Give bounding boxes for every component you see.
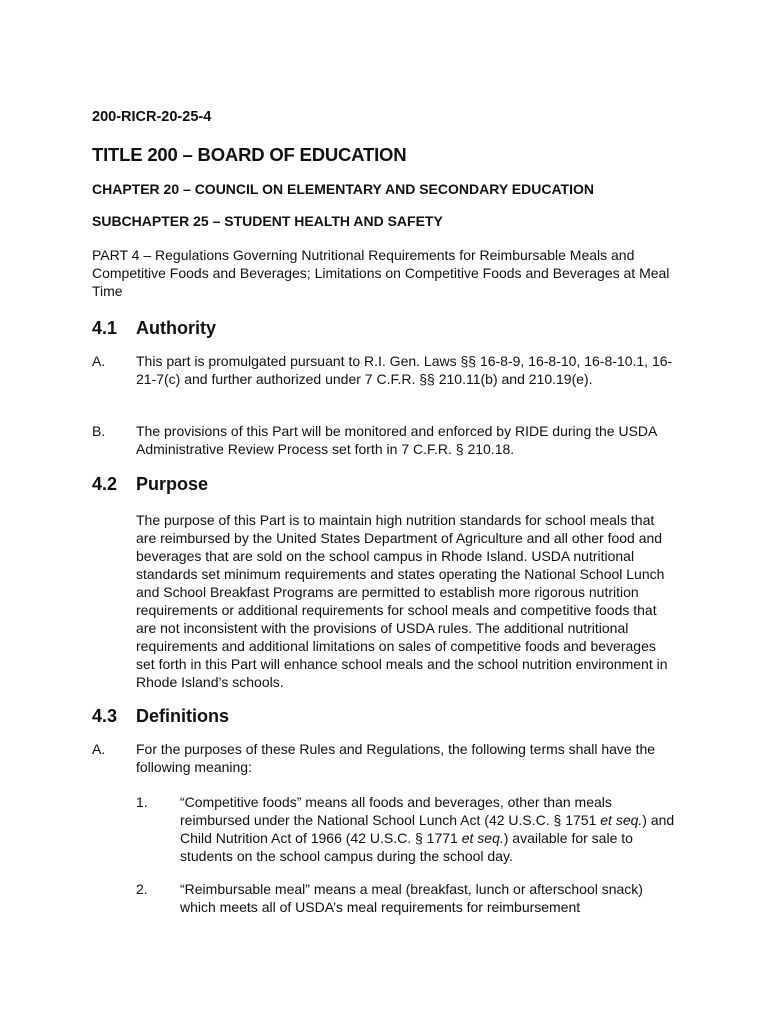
- definition-competitive-foods: [136, 793, 676, 865]
- definition-text-part: ) and Child Nutrition Act of 1966 (42 U.S.C. § 1771: [180, 812, 675, 846]
- definition-text: [180, 793, 676, 865]
- section-number: 4.3: [92, 706, 118, 726]
- section-heading-authority: [92, 318, 216, 339]
- authority-item-b: [92, 422, 676, 458]
- section-heading-definitions: [92, 706, 229, 727]
- section-title: Purpose: [136, 474, 209, 494]
- section-title: Authority: [136, 318, 216, 338]
- definition-number: 1.: [136, 794, 148, 810]
- item-text: This part is promulgated pursuant to R.I. Gen. Laws §§ 16-8-9, 16-8-10, 16-8-10.1, 16-21-7(c) and further authorized under 7 C.F.R. §§ 210.11(b) and 210.19(e).: [136, 353, 673, 387]
- definition-text-part: ) available for sale to students on the school campus during the school day.: [180, 830, 633, 864]
- definition-text-italic: et seq.: [461, 830, 504, 846]
- definitions-item-a: [92, 740, 676, 776]
- section-heading-purpose: [92, 474, 208, 495]
- purpose-paragraph: The purpose of this Part is to maintain high nutrition standards for school meals that are reimbursed by the United States Department of Agriculture and all other food and beverages that are sold on the school campus in Rhode Island. USDA nutritional standards set minimum requirements and states operating the National School Lunch and School Breakfast Programs are permitted to establish more rigorous nutrition requirements or additional requirements for school meals and competitive foods that are not inconsistent with the provisions of USDA rules. The additional nutritional requirements and additional limitations on sales of competitive foods and beverages set forth in this Part will enhance school meals and the school nutrition environment in Rhode Island’s schools.: [136, 512, 668, 690]
- authority-item-a: [92, 352, 676, 388]
- definition-number: 2.: [136, 881, 148, 897]
- section-title: Definitions: [136, 706, 229, 726]
- title-heading: TITLE 200 – BOARD OF EDUCATION: [92, 144, 407, 165]
- regulation-code: 200-RICR-20-25-4: [92, 109, 212, 125]
- definition-text-italic: et seq.: [600, 812, 643, 828]
- item-label: A.: [92, 741, 106, 757]
- item-text: For the purposes of these Rules and Regulations, the following terms shall have the following meaning:: [136, 741, 656, 775]
- definition-reimbursable-meal: [136, 880, 676, 916]
- item-text: The provisions of this Part will be monitored and enforced by RIDE during the USDA Administrative Review Process set forth in 7 C.F.R. § 210.18.: [136, 423, 657, 457]
- item-label: A.: [92, 353, 106, 369]
- definition-text-part: “Competitive foods” means all foods and beverages, other than meals reimbursed under the National School Lunch Act (42 U.S.C. § 1751: [180, 794, 612, 828]
- section-number: 4.2: [92, 474, 118, 494]
- item-label: B.: [92, 423, 106, 439]
- subchapter-heading: SUBCHAPTER 25 – STUDENT HEALTH AND SAFETY: [92, 213, 443, 229]
- part-heading: PART 4 – Regulations Governing Nutritional Requirements for Reimbursable Meals and Competitive Foods and Beverages; Limitations on Competitive Foods and Beverages at Meal Time: [92, 247, 670, 299]
- definition-text: “Reimbursable meal” means a meal (breakfast, lunch or afterschool snack) which meets all of USDA’s meal requirements for reimbursement: [180, 881, 643, 915]
- section-number: 4.1: [92, 318, 118, 338]
- chapter-heading: CHAPTER 20 – COUNCIL ON ELEMENTARY AND SECONDARY EDUCATION: [92, 181, 594, 197]
